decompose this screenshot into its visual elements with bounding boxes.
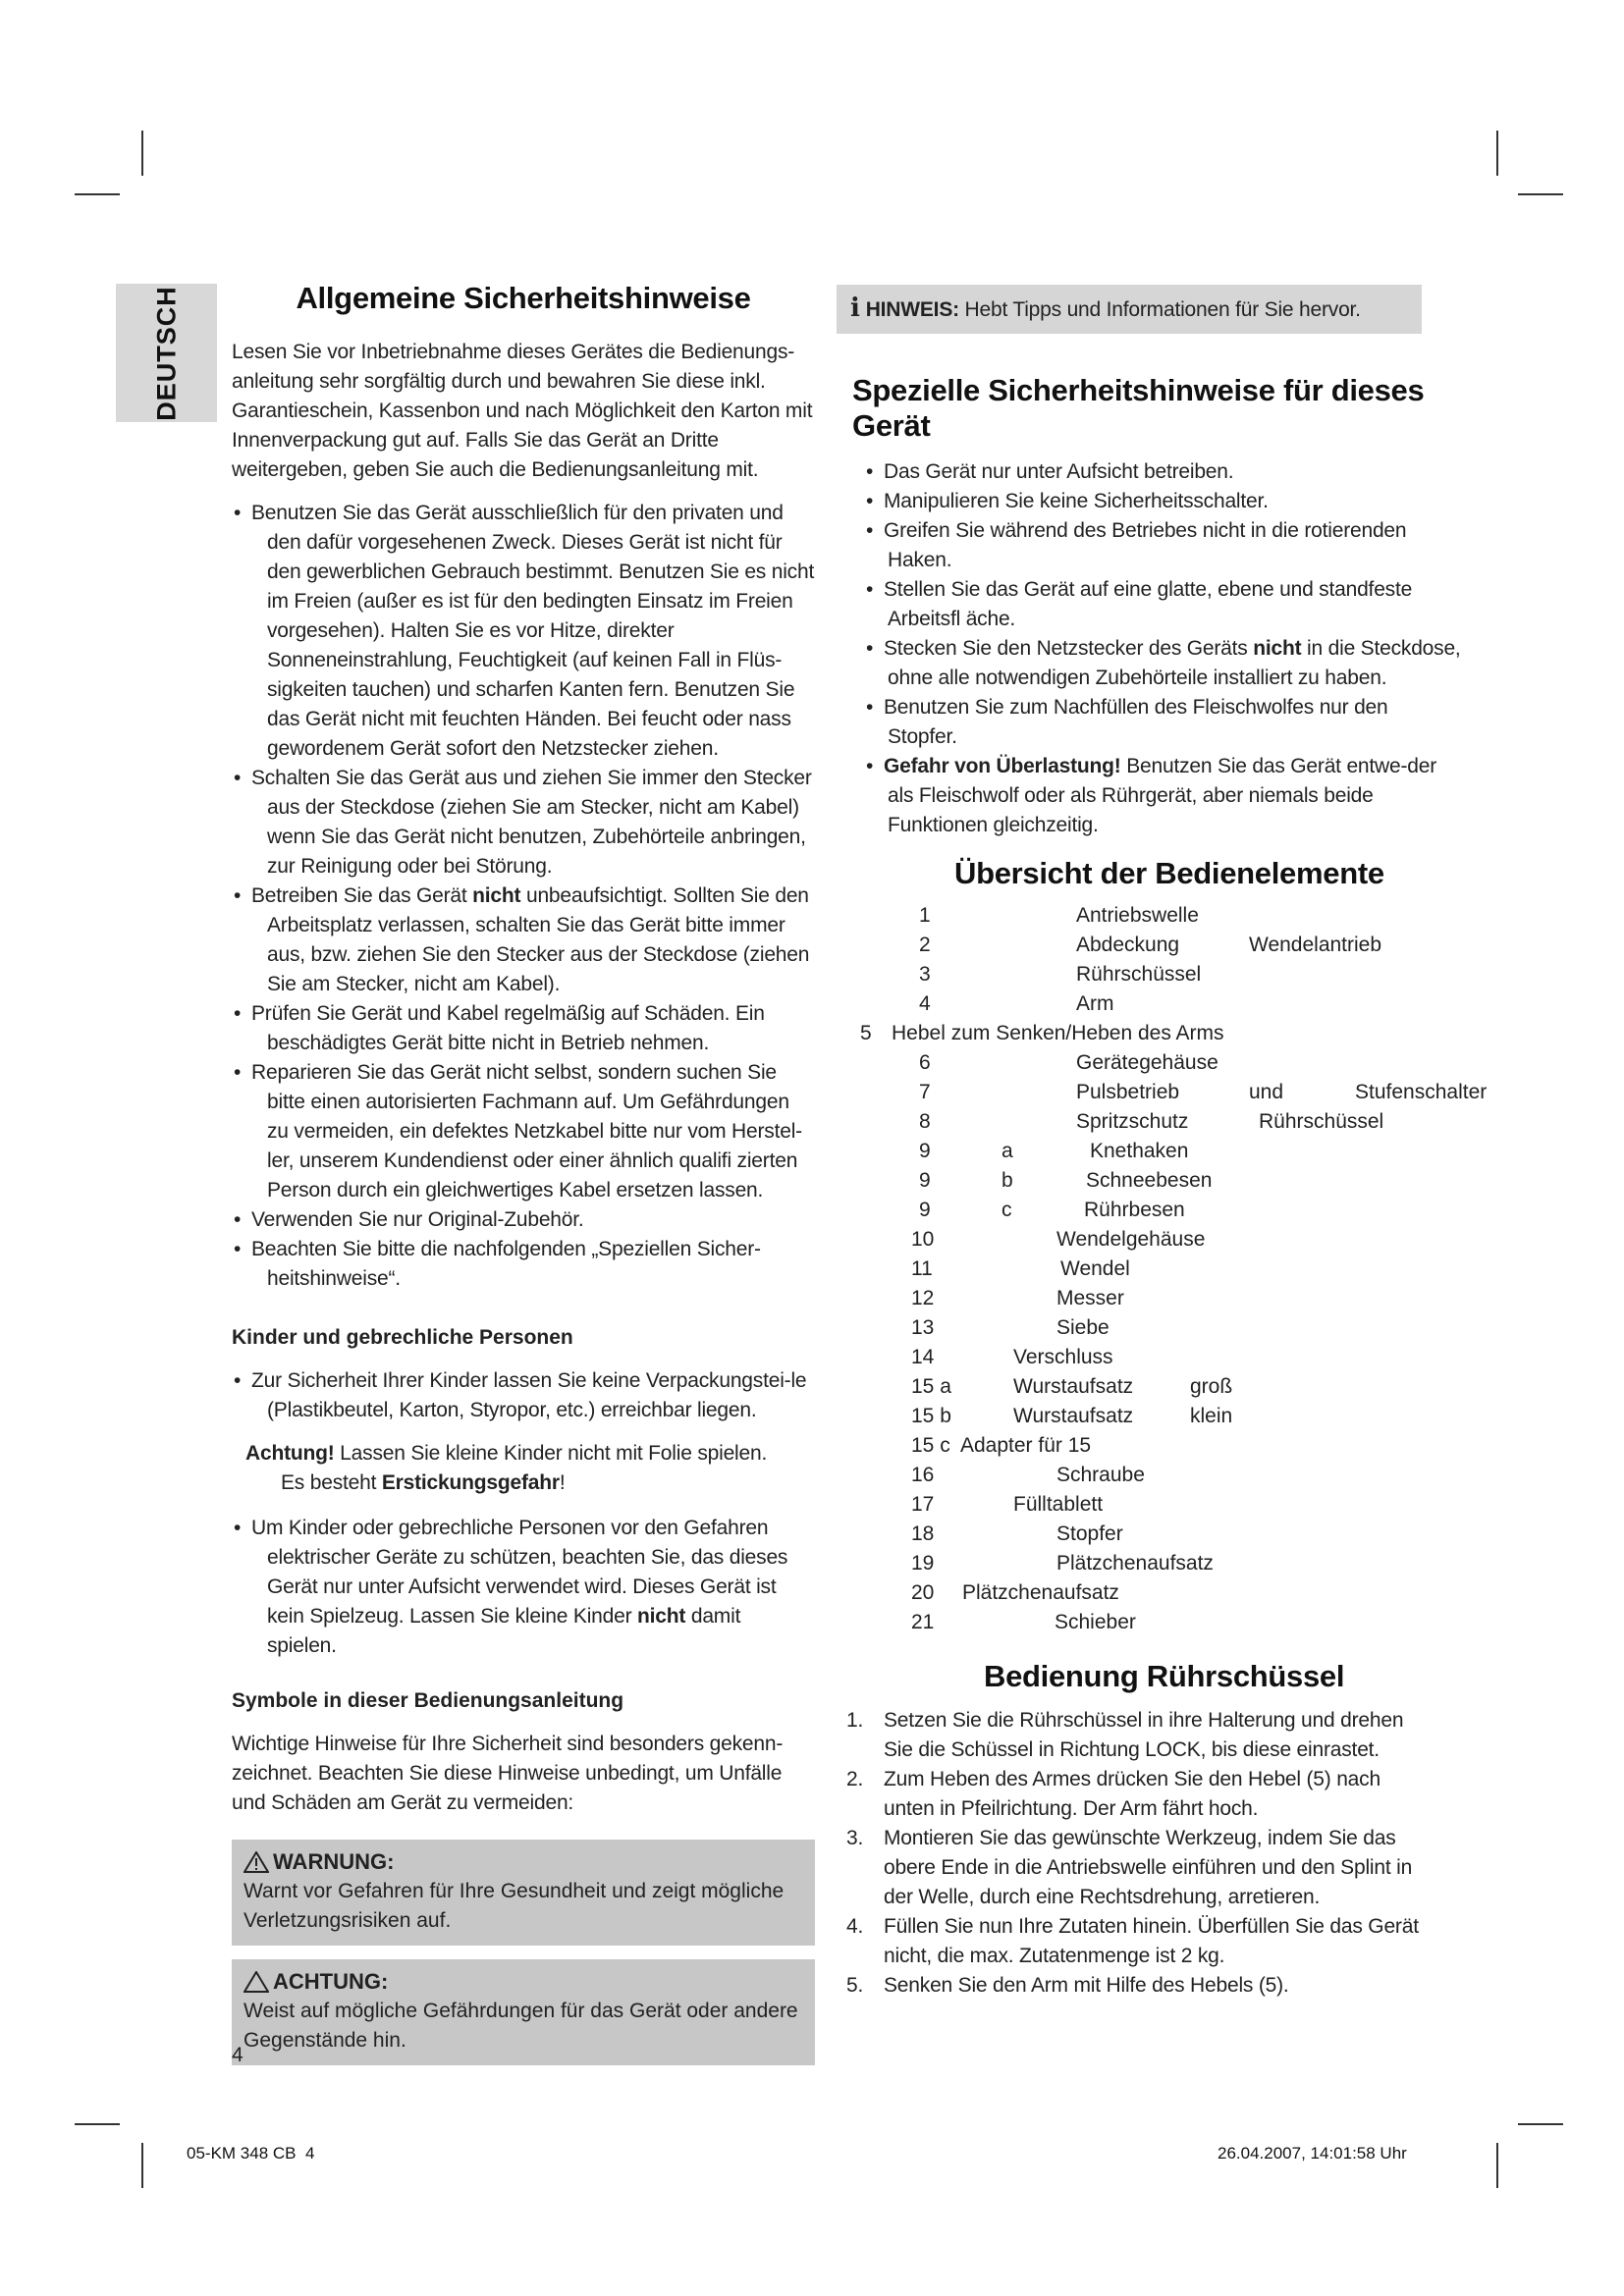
list-item: Antriebswelle: [1076, 904, 1199, 927]
list-item: 15 c: [911, 1434, 950, 1457]
hinweis-label: HINWEIS:: [865, 298, 959, 321]
list-item: Stufenschalter: [1355, 1081, 1488, 1103]
crop-mark: [75, 193, 120, 195]
achtung-note: Achtung! Lassen Sie kleine Kinder nicht mit Folie spielen. Es besteht Erstickungsgefahr!: [245, 1442, 768, 1494]
list-item: 20: [911, 1581, 935, 1604]
list-item: • Gefahr von Überlastung! Benutzen Sie das Gerät entwe-der als Fleischwolf oder als Rührgerät, aber niemals beide Funktionen gleichzeitig.: [866, 755, 1437, 836]
list-item: Rührschüssel: [1259, 1110, 1384, 1133]
list-item: 6: [919, 1051, 931, 1074]
list-item: • Stellen Sie das Gerät auf eine glatte, ebene und standfeste Arbeitsfl äche.: [866, 578, 1413, 630]
list-item: • Greifen Sie während des Betriebes nicht in die rotierenden Haken.: [866, 519, 1407, 571]
list-item: Siebe: [1056, 1316, 1110, 1339]
list-item: Gerätegehäuse: [1076, 1051, 1218, 1074]
list-item: • Schalten Sie das Gerät aus und ziehen Sie immer den Stecker aus der Steckdose (ziehen Sie am Stecker, nicht am Kabel) wenn Sie das Gerät nicht benutzen, Zubehörteile anbringen, zur Reinigung oder bei Störung.: [234, 767, 812, 878]
list-item: Spritzschutz: [1076, 1110, 1189, 1133]
list-item: 15 a: [911, 1375, 951, 1398]
crop-mark: [1496, 2143, 1498, 2188]
list-item: Knethaken: [1090, 1140, 1189, 1162]
list-item: Plätzchenaufsatz: [962, 1581, 1119, 1604]
list-item: 4: [919, 992, 931, 1015]
list-item: • Zur Sicherheit Ihrer Kinder lassen Sie keine Verpackungstei-le (Plastikbeutel, Karton, Styropor, etc.) erreichbar liegen.: [234, 1369, 807, 1421]
warning-text: Warnt vor Gefahren für Ihre Gesundheit und zeigt mögliche Verletzungsrisiken auf.: [244, 1880, 785, 1932]
list-item: Plätzchenaufsatz: [1056, 1552, 1214, 1575]
list-item: Fülltablett: [1013, 1493, 1104, 1516]
warning-box: [232, 1840, 815, 1946]
hinweis-box: [837, 285, 1422, 334]
list-item: c: [1001, 1199, 1012, 1221]
list-item: Schraube: [1056, 1464, 1145, 1486]
list-item: 9: [919, 1140, 931, 1162]
list-item: 5: [860, 1022, 872, 1044]
info-icon: i: [850, 294, 860, 323]
list-item: Wurstaufsatz: [1013, 1405, 1134, 1427]
list-item: 17: [911, 1493, 935, 1516]
list-item: 1. Setzen Sie die Rührschüssel in ihre Halterung und drehen Sie die Schüssel in Richtung LOCK, bis diese einrastet.: [846, 1709, 1404, 1761]
list-item: • Manipulieren Sie keine Sicherheitsschalter.: [866, 490, 1269, 512]
list-item: 19: [911, 1552, 935, 1575]
overview-title: Übersicht der Bedienelemente: [954, 856, 1384, 890]
list-item: • Stecken Sie den Netzstecker des Geräts nicht in die Steckdose, ohne alle notwendigen Zubehörteile installiert zu haben.: [866, 637, 1461, 689]
language-tab-label: DEUTSCH: [151, 285, 181, 421]
list-item: 1: [919, 904, 931, 927]
left-column: [232, 281, 815, 2065]
list-item: 21: [911, 1611, 935, 1633]
list-item: 14: [911, 1346, 935, 1368]
list-item: 10: [911, 1228, 935, 1251]
children-list-2: [232, 1514, 815, 1661]
list-item: 4. Füllen Sie nun Ihre Zutaten hinein. Überfüllen Sie das Gerät nicht, die max. Zutatenmenge ist 2 kg.: [846, 1915, 1419, 1967]
bedienung-title: Bedienung Rührschüssel: [984, 1659, 1345, 1693]
crop-mark: [1518, 2123, 1563, 2125]
list-item: Stopfer: [1056, 1522, 1123, 1545]
footer-file-label: 05-KM 348 CB 4: [187, 2144, 315, 2163]
list-item: a: [1001, 1140, 1013, 1162]
crop-mark: [75, 2123, 120, 2125]
children-section-title: Kinder und gebrechliche Personen: [232, 1326, 573, 1349]
list-item: Verschluss: [1013, 1346, 1113, 1368]
list-item: • Benutzen Sie zum Nachfüllen des Fleischwolfes nur den Stopfer.: [866, 696, 1388, 748]
list-item: 8: [919, 1110, 931, 1133]
language-tab: [116, 284, 217, 422]
list-item: Wendelantrieb: [1249, 934, 1382, 956]
list-item: • Das Gerät nur unter Aufsicht betreiben.: [866, 460, 1234, 483]
caution-title: ACHTUNG:: [273, 1969, 389, 1994]
list-item: • Prüfen Sie Gerät und Kabel regelmäßig auf Schäden. Ein beschädigtes Gerät bitte nicht in Betrieb nehmen.: [234, 1002, 765, 1054]
general-safety-list: [232, 499, 815, 1294]
list-item: Pulsbetrieb: [1076, 1081, 1180, 1103]
list-item: 11: [911, 1257, 933, 1280]
list-item: 18: [911, 1522, 935, 1545]
list-item: • Beachten Sie bitte die nachfolgenden „Speziellen Sicher-heitshinweise“.: [234, 1238, 761, 1290]
list-item: Hebel zum Senken/Heben des Arms: [892, 1022, 1224, 1044]
warning-title: WARNUNG:: [273, 1849, 395, 1874]
list-item: Rührschüssel: [1076, 963, 1202, 986]
list-item: Schieber: [1055, 1611, 1136, 1633]
list-item: und: [1249, 1081, 1284, 1103]
list-item: • Um Kinder oder gebrechliche Personen vor den Gefahren elektrischer Geräte zu schützen, beachten Sie, das dieses Gerät nur unter Aufsicht verwendet wird. Dieses Gerät ist kein Spielzeug. Lassen Sie kleine Kinder nicht damit spielen.: [234, 1517, 788, 1657]
list-item: 9: [919, 1199, 931, 1221]
list-item: Abdeckung: [1076, 934, 1180, 956]
intro-text: Lesen Sie vor Inbetriebnahme dieses Gerätes die Bedienungs-anleitung sehr sorgfältig durch und bewahren Sie diese inkl. Garantieschein, Kassenbon und nach Möglichkeit den Karton mit Innenverpackung gut auf. Falls Sie das Gerät an Dritte weitergeben, geben Sie auch die Bedienungsanleitung mit.: [232, 341, 813, 481]
list-item: Rührbesen: [1084, 1199, 1185, 1221]
list-item: 13: [911, 1316, 935, 1339]
hinweis-text: Hebt Tipps und Informationen für Sie hervor.: [958, 298, 1361, 321]
crop-mark: [141, 2143, 143, 2188]
list-item: 2. Zum Heben des Armes drücken Sie den Hebel (5) nach unten in Pfeilrichtung. Der Arm fährt hoch.: [846, 1768, 1380, 1820]
list-item: Adapter für 15: [960, 1434, 1092, 1457]
list-item: • Reparieren Sie das Gerät nicht selbst, sondern suchen Sie bitte einen autorisierten Fachmann auf. Um Gefährdungen zu vermeiden, ein defektes Netzkabel bitte nur vom Herstel-ler, unserem Kundendienst oder einer ähnlich qualifi zierten Person durch ein gleichwertiges Kabel ersetzen lassen.: [234, 1061, 802, 1201]
list-item: 7: [919, 1081, 931, 1103]
footer-timestamp: 26.04.2007, 14:01:58 Uhr: [1218, 2144, 1407, 2163]
caution-box: [232, 1959, 815, 2065]
list-item: 3: [919, 963, 931, 986]
list-item: Wurstaufsatz: [1013, 1375, 1134, 1398]
symbols-section-title: Symbole in dieser Bedienungsanleitung: [232, 1689, 624, 1712]
list-item: • Betreiben Sie das Gerät nicht unbeaufsichtigt. Sollten Sie den Arbeitsplatz verlassen, schalten Sie das Gerät bitte immer aus, bzw. ziehen Sie den Stecker aus der Steckdose (ziehen Sie am Stecker, nicht am Kabel).: [234, 884, 810, 995]
list-item: 12: [911, 1287, 935, 1309]
crop-mark: [141, 131, 143, 176]
list-item: Wendelgehäuse: [1056, 1228, 1206, 1251]
list-item: Messer: [1056, 1287, 1124, 1309]
list-item: 3. Montieren Sie das gewünschte Werkzeug, indem Sie das obere Ende in die Antriebswelle einführen und den Splint in der Welle, durch eine Rechtsdrehung, arretieren.: [846, 1827, 1413, 1908]
list-item: 9: [919, 1169, 931, 1192]
warning-triangle-icon: [244, 1851, 269, 1873]
list-item: Wendel: [1060, 1257, 1130, 1280]
list-item: Arm: [1076, 992, 1114, 1015]
crop-mark: [1518, 193, 1563, 195]
list-item: 2: [919, 934, 931, 956]
children-list: [232, 1366, 815, 1425]
bedienung-steps: [846, 1706, 1435, 2001]
list-item: Schneebesen: [1086, 1169, 1213, 1192]
caution-triangle-icon: [244, 1971, 269, 1993]
caution-text: Weist auf mögliche Gefährdungen für das Gerät oder andere Gegenstände hin.: [244, 2000, 798, 2052]
crop-mark: [1496, 131, 1498, 176]
special-safety-title: Spezielle Sicherheitshinweise für dieses Gerät: [852, 373, 1425, 443]
symbols-text: Wichtige Hinweise für Ihre Sicherheit sind besonders gekenn-zeichnet. Beachten Sie diese Hinweise unbedingt, um Unfälle und Schäden am Gerät zu vermeiden:: [232, 1733, 784, 1814]
list-item: • Verwenden Sie nur Original-Zubehör.: [234, 1208, 584, 1231]
general-safety-title: Allgemeine Sicherheitshinweise: [296, 281, 751, 315]
list-item: 15 b: [911, 1405, 951, 1427]
list-item: • Benutzen Sie das Gerät ausschließlich für den privaten und den dafür vorgesehenen Zweck. Dieses Gerät ist nicht für den gewerblichen Gebrauch bestimmt. Benutzen Sie es nicht im Freien (außer es ist für den bedingten Einsatz im Freien vorgesehen). Halten Sie es vor Hitze, direkter Sonneneinstrahlung, Feuchtigkeit (auf keinen Fall in Flüs-sigkeiten tauchen) und scharfen Kanten fern. Benutzen Sie das Gerät nicht mit feuchten Händen. Bei feucht oder nass gewordenem Gerät sofort den Netzstecker ziehen.: [234, 502, 815, 760]
special-safety-list: [852, 457, 1461, 840]
list-item: 16: [911, 1464, 935, 1486]
list-item: b: [1001, 1169, 1013, 1192]
list-item: groß: [1190, 1375, 1233, 1398]
list-item: 5. Senken Sie den Arm mit Hilfe des Hebels (5).: [846, 1974, 1289, 1997]
page-number: 4: [232, 2044, 244, 2066]
list-item: klein: [1190, 1405, 1233, 1427]
special-safety-section: [852, 373, 1461, 840]
